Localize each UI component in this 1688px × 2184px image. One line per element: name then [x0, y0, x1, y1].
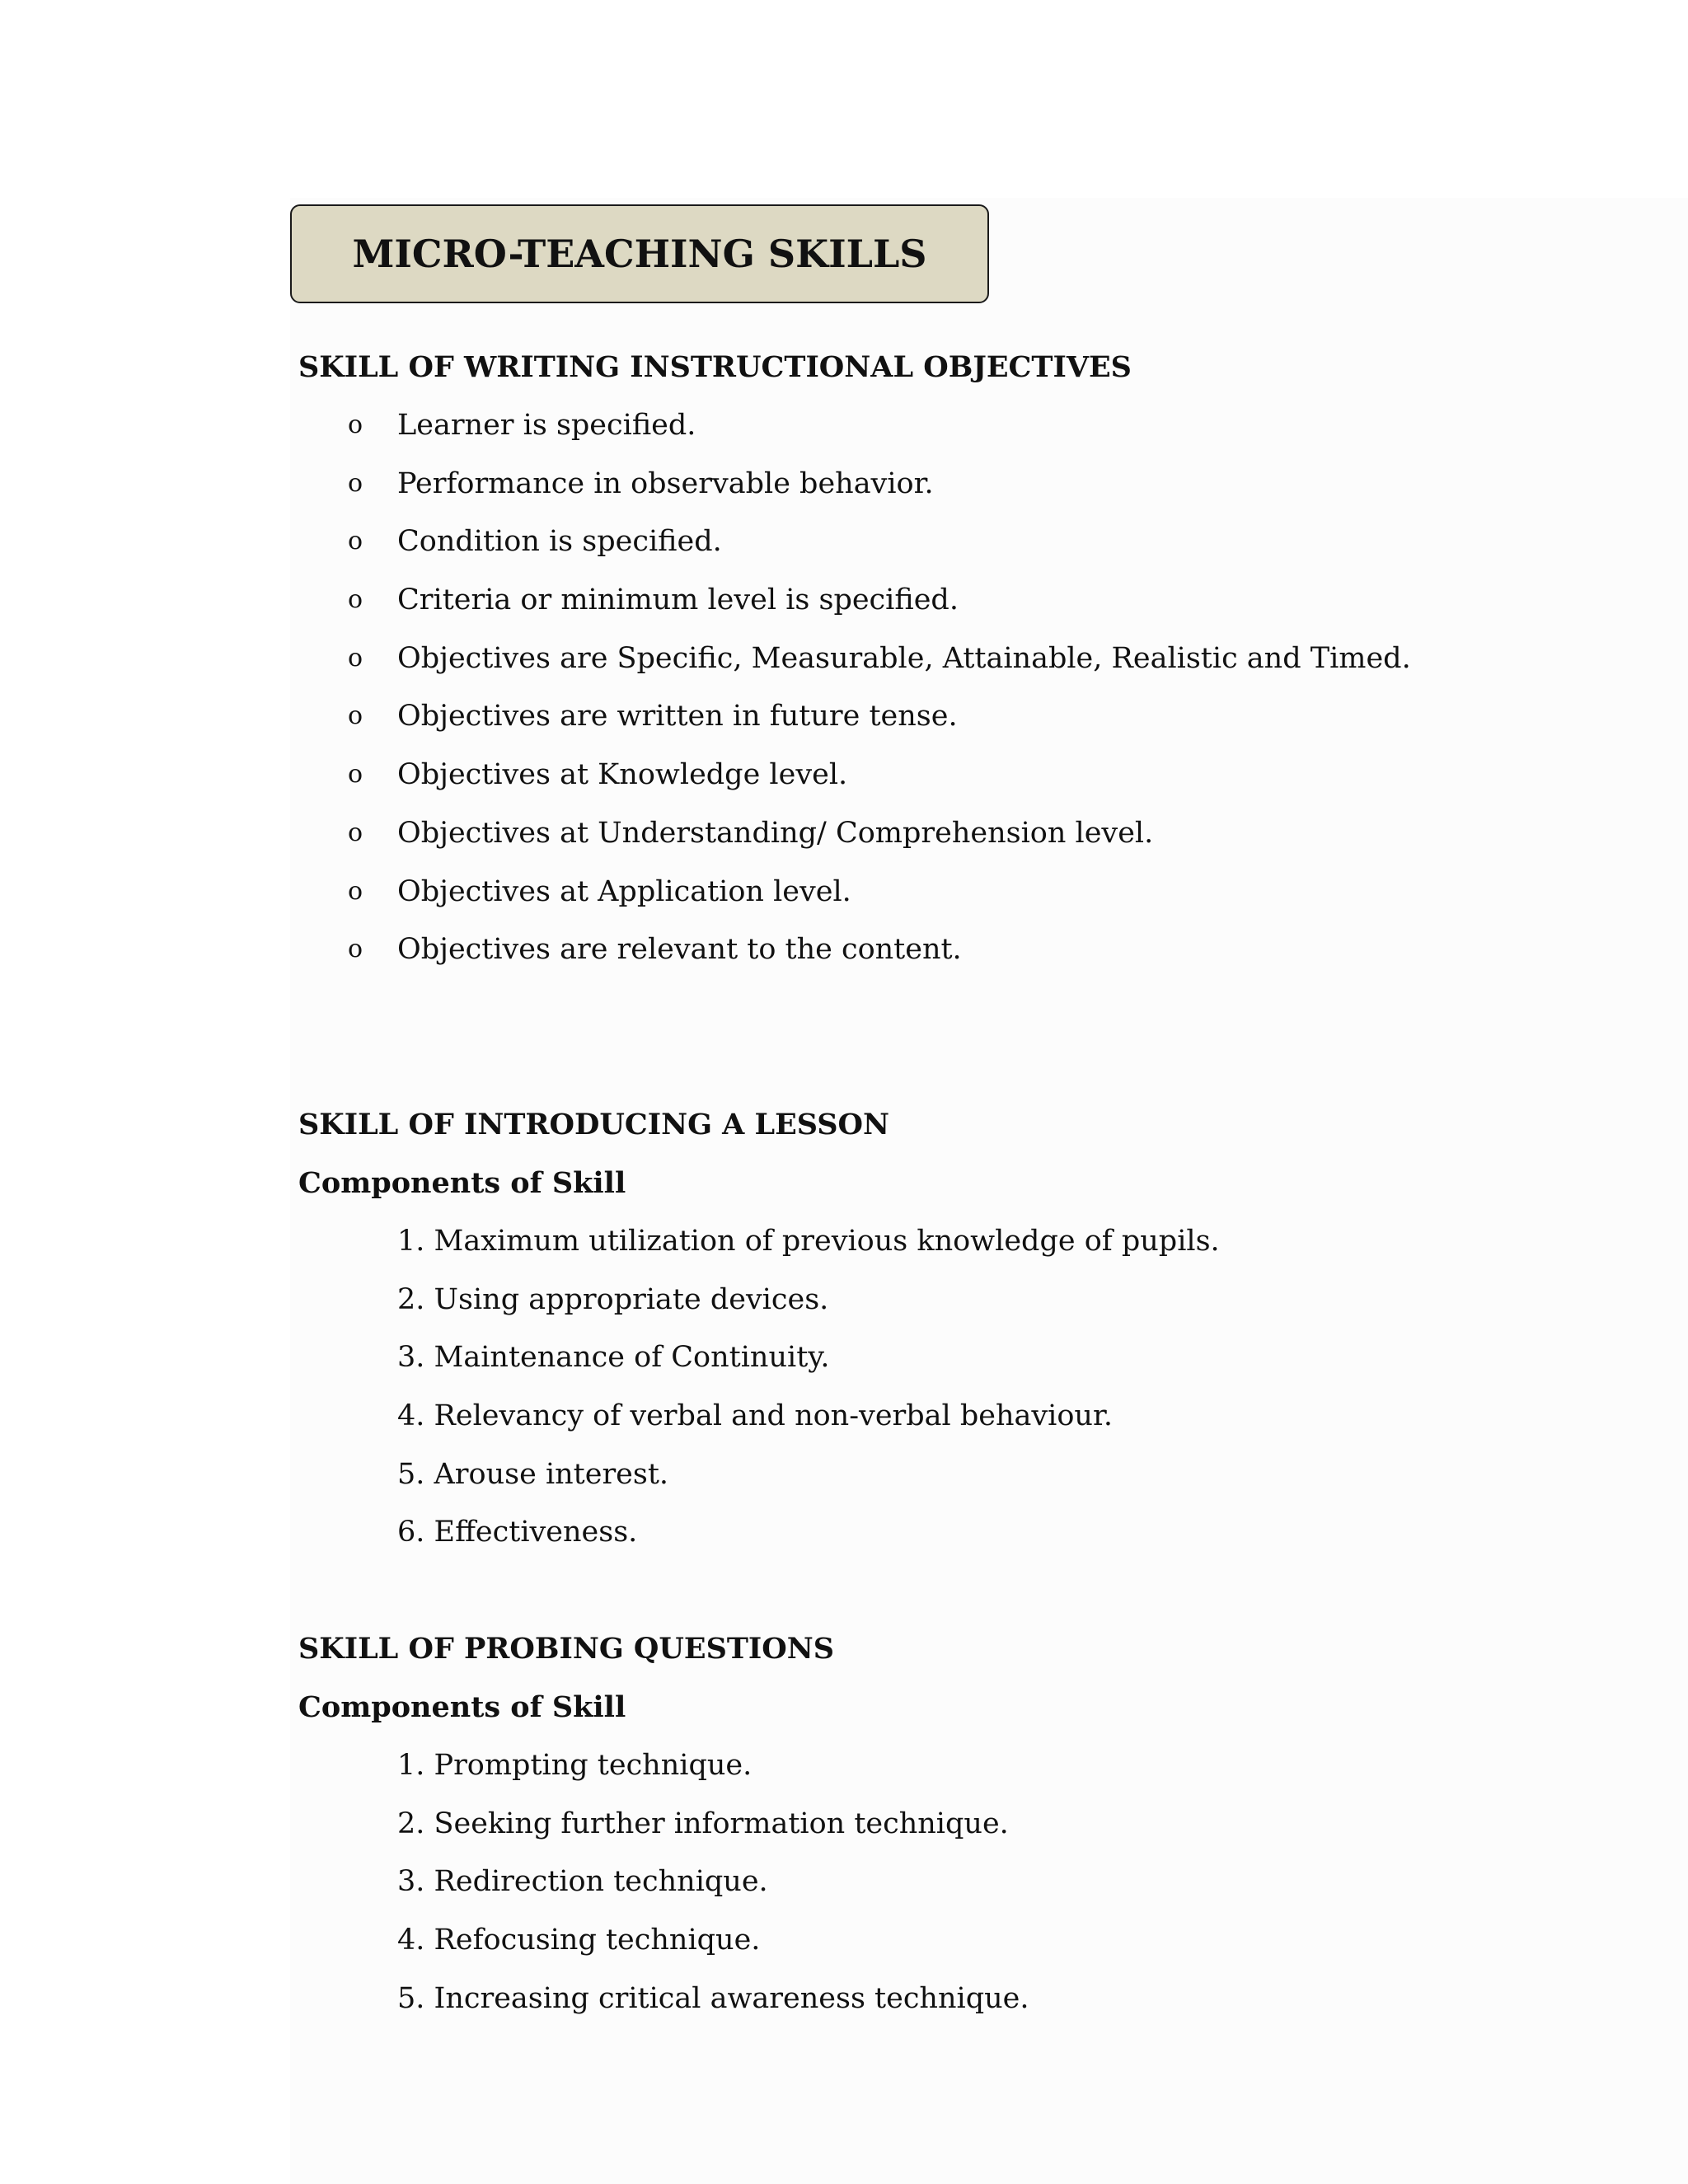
section-spacer [298, 1562, 1584, 1619]
bullet-icon: o [348, 760, 363, 790]
list-item: 5. Increasing critical awareness technique. [397, 1981, 1029, 2015]
list-item: 1. Maximum utilization of previous knowledge of pupils. [397, 1224, 1220, 1258]
list-item: 1. Prompting technique. [397, 1749, 753, 1782]
section-heading: SKILL OF PROBING QUESTIONS [298, 1632, 835, 1666]
list-item-text: Objectives at Application level. [397, 874, 851, 908]
list-item: 2. Seeking further information technique. [397, 1807, 1009, 1840]
list-item: 2. Using appropriate devices. [397, 1282, 829, 1316]
bullet-icon: o [348, 876, 363, 906]
list-item-text: Objectives are written in future tense. [397, 700, 958, 733]
section-spacer [298, 979, 1584, 1095]
bullet-icon: o [348, 585, 363, 615]
list-item: 3. Redirection technique. [397, 1865, 768, 1899]
section-probing-questions [298, 1619, 1584, 2027]
list-item [298, 687, 1584, 746]
list-item [298, 863, 1584, 921]
bullet-icon: o [348, 818, 363, 847]
list-item: 4. Relevancy of verbal and non-verbal behaviour. [397, 1399, 1113, 1432]
list-item-text: Criteria or minimum level is specified. [397, 583, 959, 617]
list-item [298, 513, 1584, 571]
list-item: 3. Maintenance of Continuity. [397, 1341, 830, 1375]
components-numbered-list [298, 1736, 1584, 2027]
list-item [298, 571, 1584, 630]
list-item-text: Objectives at Knowledge level. [397, 758, 848, 792]
list-item [298, 921, 1584, 979]
list-item-text: Condition is specified. [397, 525, 722, 559]
list-item-text: Objectives are relevant to the content. [397, 933, 962, 967]
list-item [298, 396, 1584, 455]
list-item-text: Learner is specified. [397, 409, 696, 442]
section-introducing-lesson [298, 1095, 1584, 1562]
section-heading: SKILL OF WRITING INSTRUCTIONAL OBJECTIVES [298, 350, 1132, 384]
list-item [298, 630, 1584, 688]
list-item: 6. Effectiveness. [397, 1516, 638, 1549]
bullet-icon: o [348, 701, 363, 731]
list-item-text: Performance in observable behavior. [397, 466, 934, 500]
section-heading: SKILL OF INTRODUCING A LESSON [298, 1107, 890, 1141]
objectives-bullet-list [298, 396, 1584, 979]
section-instructional-objectives [298, 338, 1584, 979]
list-item [298, 455, 1584, 513]
list-item: 5. Arouse interest. [397, 1457, 669, 1491]
list-item-text: Objectives are Specific, Measurable, Attainable, Realistic and Timed. [397, 641, 1411, 675]
bullet-icon: o [348, 410, 363, 439]
document-body [298, 338, 1584, 2027]
components-numbered-list [298, 1212, 1584, 1562]
page-title: MICRO-TEACHING SKILLS [352, 232, 927, 276]
bullet-icon: o [348, 468, 363, 498]
section-subheading: Components of Skill [298, 1690, 626, 1724]
section-subheading: Components of Skill [298, 1165, 626, 1200]
list-item [298, 746, 1584, 804]
bullet-icon: o [348, 643, 363, 673]
list-item: 4. Refocusing technique. [397, 1924, 761, 1957]
bullet-icon: o [348, 527, 363, 556]
title-banner [290, 204, 989, 303]
bullet-icon: o [348, 935, 363, 964]
list-item [298, 804, 1584, 863]
list-item-text: Objectives at Understanding/ Comprehension level. [397, 816, 1154, 850]
